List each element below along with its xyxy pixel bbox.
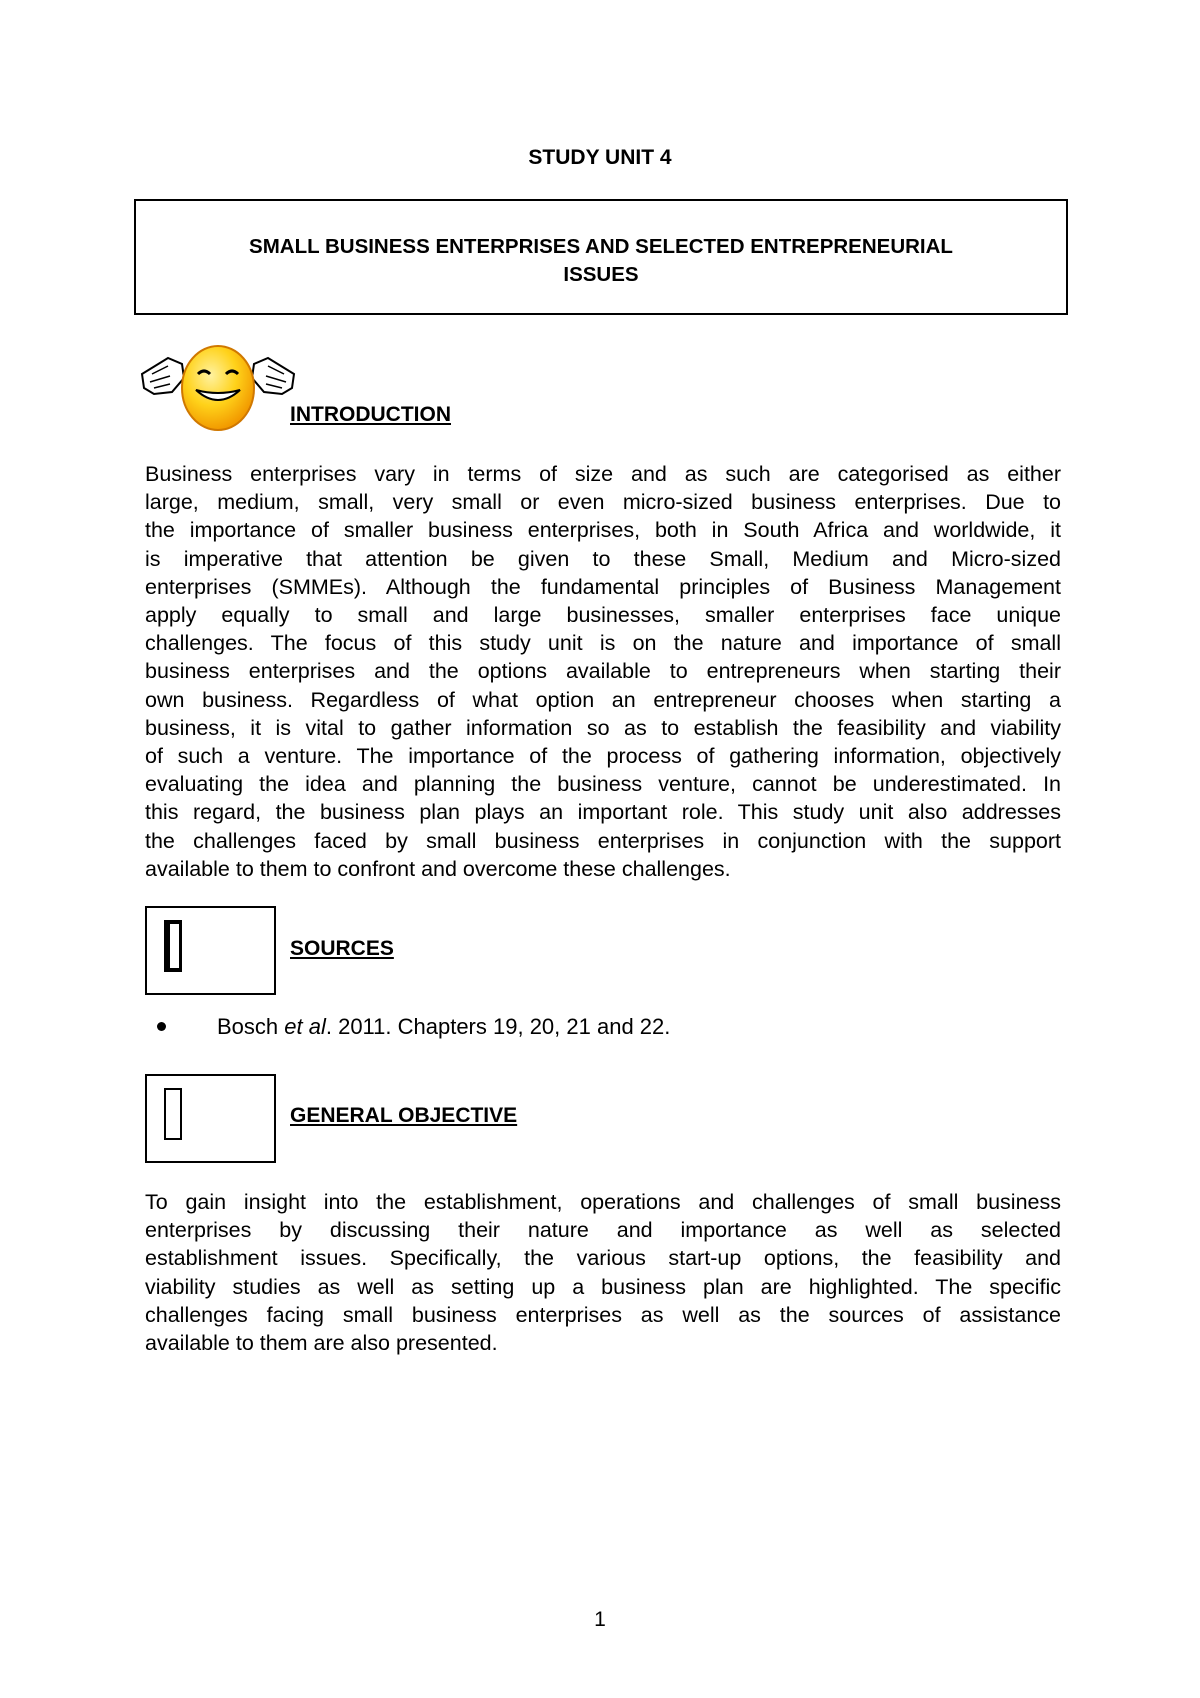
source-et-al: et al [284, 1014, 326, 1039]
introduction-heading: INTRODUCTION [290, 403, 451, 426]
general-objective-heading: GENERAL OBJECTIVE [290, 1104, 518, 1127]
source-item [217, 1014, 670, 1040]
intro-line: own business. Regardless of what option an entrepreneur chooses when starting a [145, 687, 1061, 712]
source-author: Bosch [217, 1014, 285, 1039]
unit-title-line-1: SMALL BUSINESS ENTERPRISES AND SELECTED ENTREPRENEURIAL [249, 235, 953, 258]
objective-icon-box [145, 1074, 276, 1163]
study-unit-heading: STUDY UNIT 4 [528, 146, 672, 169]
intro-line: the challenges faced by small business enterprises in conjunction with the support [145, 828, 1061, 853]
objective-line: viability studies as well as setting up a business plan are highlighted. The specific [145, 1274, 1061, 1299]
intro-line: enterprises (SMMEs). Although the fundamental principles of Business Management [145, 574, 1061, 599]
intro-line: available to them to confront and overcome these challenges. [145, 856, 731, 881]
sources-heading: SOURCES [290, 937, 394, 960]
objective-line: challenges facing small business enterprises as well as the sources of assistance [145, 1302, 1061, 1327]
objective-line: To gain insight into the establishment, operations and challenges of small business [145, 1190, 1061, 1214]
objective-paragraph [145, 1188, 1061, 1357]
intro-line: challenges. The focus of this study unit is on the nature and importance of small [145, 631, 1061, 656]
bullet-icon [157, 1022, 166, 1031]
intro-line: Business enterprises vary in terms of size and as such are categorised as either [145, 462, 1061, 486]
intro-line: this regard, the business plan plays an important role. This study unit also addresses [145, 800, 1061, 825]
sources-icon-box [145, 906, 276, 995]
objective-line: enterprises by discussing their nature and importance as well as selected [145, 1218, 1061, 1243]
intro-line: of such a venture. The importance of the process of gathering information, objectively [145, 744, 1061, 769]
intro-line: the importance of smaller business enterprises, both in South Africa and worldwide, it [145, 518, 1061, 543]
source-details: . 2011. Chapters 19, 20, 21 and 22. [325, 1014, 671, 1039]
unit-title-line-2: ISSUES [563, 263, 639, 286]
introduction-paragraph [145, 460, 1061, 883]
intro-line: apply equally to small and large businesses, smaller enterprises face unique [145, 603, 1061, 628]
smiley-pointing-icon [138, 344, 298, 432]
page-number: 1 [594, 1608, 606, 1631]
target-icon [164, 1088, 182, 1140]
objective-line: establishment issues. Specifically, the various start-up options, the feasibility and [145, 1246, 1061, 1271]
unit-title [136, 233, 1066, 289]
objective-line: available to them are also presented. [145, 1331, 498, 1356]
book-icon [164, 920, 182, 972]
intro-line: large, medium, small, very small or even micro-sized business enterprises. Due to [145, 490, 1061, 515]
intro-line: is imperative that attention be given to these Small, Medium and Micro-sized [145, 546, 1061, 571]
intro-line: business enterprises and the options available to entrepreneurs when starting their [145, 659, 1061, 684]
unit-title-box [134, 199, 1068, 315]
intro-line: business, it is vital to gather information so as to establish the feasibility and viability [145, 715, 1061, 740]
intro-line: evaluating the idea and planning the business venture, cannot be underestimated. In [145, 772, 1061, 797]
